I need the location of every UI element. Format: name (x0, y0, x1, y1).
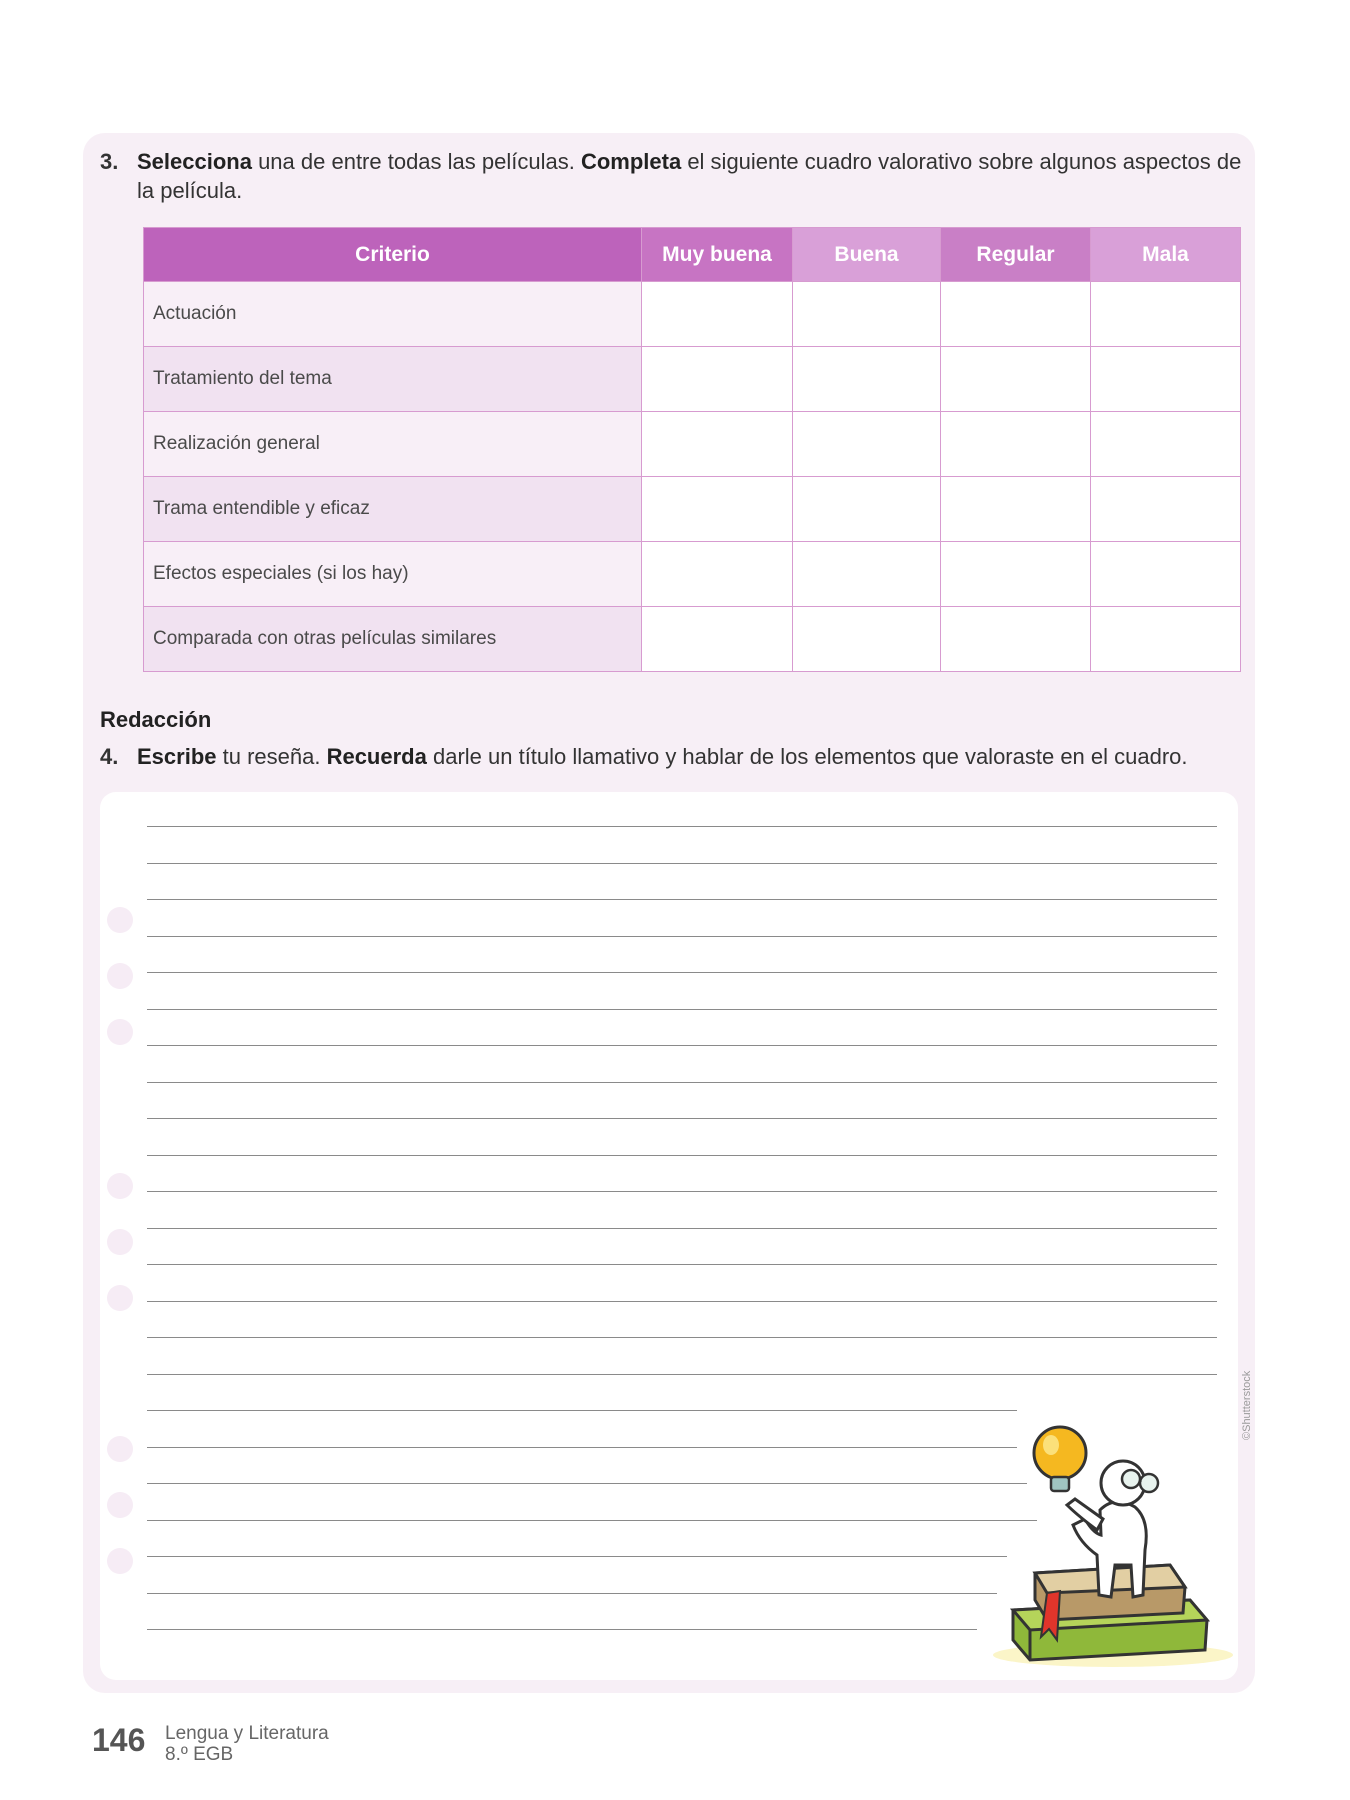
question-4-verb-2: Recuerda (326, 744, 427, 769)
rating-cell-regular[interactable] (941, 282, 1091, 347)
rating-cell-mala[interactable] (1091, 607, 1241, 672)
binder-hole (107, 963, 133, 989)
writing-line[interactable] (147, 1301, 1217, 1302)
writing-line[interactable] (147, 1228, 1217, 1229)
header-mala: Mala (1091, 228, 1241, 282)
rating-cell-regular[interactable] (941, 607, 1091, 672)
writing-line[interactable] (147, 1520, 1037, 1521)
rating-cell-regular[interactable] (941, 347, 1091, 412)
binder-hole (107, 907, 133, 933)
criterion-label: Tratamiento del tema (144, 347, 642, 412)
writing-line[interactable] (147, 972, 1217, 973)
rating-cell-buena[interactable] (793, 347, 941, 412)
writing-line[interactable] (147, 1483, 1027, 1484)
table-header-row (144, 228, 1241, 282)
criterion-label: Efectos especiales (si los hay) (144, 542, 642, 607)
question-4-text-1: tu reseña. (216, 744, 327, 769)
binder-hole (107, 1173, 133, 1199)
binder-hole (107, 1436, 133, 1462)
rating-cell-regular[interactable] (941, 477, 1091, 542)
rating-cell-muy-buena[interactable] (642, 477, 793, 542)
writing-line[interactable] (147, 1374, 1217, 1375)
rating-cell-mala[interactable] (1091, 347, 1241, 412)
writing-line[interactable] (147, 1009, 1217, 1010)
rating-cell-mala[interactable] (1091, 477, 1241, 542)
header-regular: Regular (941, 228, 1091, 282)
writing-line[interactable] (147, 1629, 977, 1630)
question-3-text (137, 147, 1247, 205)
image-credit: ©Shutterstock (1241, 1370, 1253, 1440)
binder-hole (107, 1492, 133, 1518)
question-4-verb-1: Escribe (137, 744, 217, 769)
rating-cell-muy-buena[interactable] (642, 412, 793, 477)
character-on-books-illustration (985, 1415, 1240, 1675)
rating-cell-mala[interactable] (1091, 542, 1241, 607)
table-row (144, 412, 1241, 477)
writing-line[interactable] (147, 1118, 1217, 1119)
writing-line[interactable] (147, 1337, 1217, 1338)
question-4-text (137, 742, 1188, 771)
footer-subject-name: Lengua y Literatura (165, 1723, 329, 1744)
table-row (144, 347, 1241, 412)
writing-line[interactable] (147, 1045, 1217, 1046)
binder-hole (107, 1548, 133, 1574)
rating-cell-buena[interactable] (793, 282, 941, 347)
footer-subject (165, 1723, 329, 1765)
rating-cell-regular[interactable] (941, 542, 1091, 607)
writing-line[interactable] (147, 1082, 1217, 1083)
writing-line[interactable] (147, 863, 1217, 864)
writing-line[interactable] (147, 1264, 1217, 1265)
table-row (144, 477, 1241, 542)
question-3-verb-2: Completa (580, 149, 682, 174)
question-3-text-1: una de entre todas las películas. (251, 149, 581, 174)
rating-cell-mala[interactable] (1091, 282, 1241, 347)
rating-cell-buena[interactable] (793, 607, 941, 672)
writing-line[interactable] (147, 1593, 997, 1594)
rating-cell-muy-buena[interactable] (642, 282, 793, 347)
writing-line[interactable] (147, 1556, 1007, 1557)
header-criterio: Criterio (144, 228, 642, 282)
question-3-text-2: el siguiente cuadro valorativo sobre algunos aspectos de la película. (137, 149, 1242, 203)
writing-line[interactable] (147, 1410, 1017, 1411)
rating-cell-buena[interactable] (793, 412, 941, 477)
evaluation-table (143, 227, 1241, 672)
question-3-verb-1: Selecciona (137, 149, 252, 174)
rating-cell-buena[interactable] (793, 477, 941, 542)
header-buena: Buena (793, 228, 941, 282)
writing-line[interactable] (147, 1191, 1217, 1192)
rating-cell-mala[interactable] (1091, 412, 1241, 477)
criterion-label: Trama entendible y eficaz (144, 477, 642, 542)
table-row (144, 282, 1241, 347)
rating-cell-muy-buena[interactable] (642, 542, 793, 607)
rating-cell-regular[interactable] (941, 412, 1091, 477)
section-heading-redaccion: Redacción (100, 707, 212, 732)
page-number: 146 (92, 1722, 146, 1758)
criterion-label: Realización general (144, 412, 642, 477)
table-row (144, 607, 1241, 672)
binder-hole (107, 1229, 133, 1255)
criterion-label: Comparada con otras películas similares (144, 607, 642, 672)
rating-cell-muy-buena[interactable] (642, 347, 793, 412)
binder-hole (107, 1019, 133, 1045)
writing-line[interactable] (147, 1155, 1217, 1156)
footer-grade: 8.º EGB (165, 1744, 234, 1765)
question-3-number: 3. (100, 149, 119, 174)
binder-hole (107, 1285, 133, 1311)
writing-line[interactable] (147, 936, 1217, 937)
table-row (144, 542, 1241, 607)
question-4-text-2: darle un título llamativo y hablar de los elementos que valoraste en el cuadro. (426, 744, 1188, 769)
rating-cell-buena[interactable] (793, 542, 941, 607)
writing-line[interactable] (147, 899, 1217, 900)
header-muy-buena: Muy buena (642, 228, 793, 282)
criterion-label: Actuación (144, 282, 642, 347)
rating-cell-muy-buena[interactable] (642, 607, 793, 672)
writing-line[interactable] (147, 1447, 1017, 1448)
question-4-number: 4. (100, 744, 119, 769)
writing-line[interactable] (147, 826, 1217, 827)
